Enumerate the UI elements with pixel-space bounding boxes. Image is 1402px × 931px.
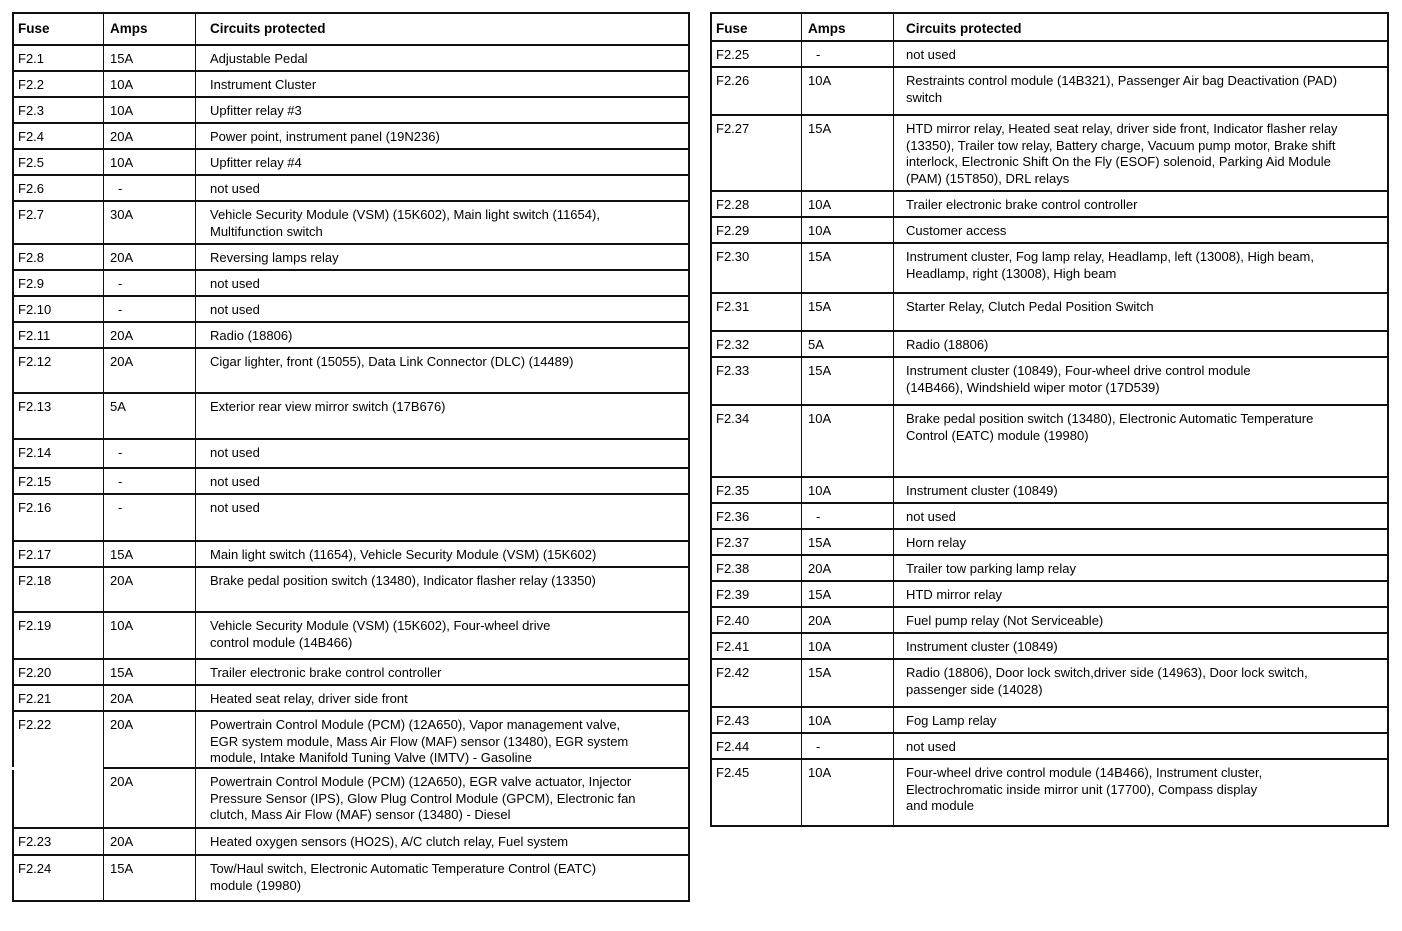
amps-cell: 20A — [104, 245, 196, 269]
fuse-cell: F2.45 — [710, 760, 802, 825]
fuse-cell: F2.30 — [710, 244, 802, 292]
circuit-cell: Trailer electronic brake control controller — [906, 197, 1138, 212]
amps-cell: 15A — [802, 294, 894, 330]
fuse-cell: F2.16 — [12, 495, 104, 540]
fuse-cell: F2.23 — [12, 829, 104, 854]
amps-cell: 10A — [104, 150, 196, 174]
table-row — [710, 332, 1389, 358]
circuit-cell: not used — [210, 445, 260, 460]
fuse-cell: F2.33 — [710, 358, 802, 404]
fuse-cell: F2.21 — [12, 686, 104, 710]
table-row — [710, 478, 1389, 504]
circuit-cell: Cigar lighter, front (15055), Data Link Connector (DLC) (14489) — [210, 354, 574, 369]
table-header-row — [12, 12, 690, 46]
amps-cell: 15A — [104, 856, 196, 900]
amps-cell: 10A — [802, 68, 894, 114]
table-row — [12, 46, 690, 72]
circuit-cell: Powertrain Control Module (PCM) (12A650), EGR valve actuator, Injector Pressure Sensor (IPS), Glow Plug Control Module (GPCM), Electronic fan clutch, Mass Air Flow (MAF) sensor (13480) - Diesel — [210, 774, 636, 822]
circuit-cell: Brake pedal position switch (13480), Indicator flasher relay (13350) — [210, 573, 596, 588]
amps-cell: 20A — [104, 568, 196, 611]
table-row — [12, 660, 690, 686]
table-row — [12, 686, 690, 712]
table-row — [12, 829, 690, 856]
circuit-cell: Instrument cluster, Fog lamp relay, Headlamp, left (13008), High beam, Headlamp, right (13008), High beam — [906, 249, 1315, 281]
fuse-table-right — [710, 12, 1389, 860]
amps-cell: - — [104, 271, 196, 295]
amps-cell: 20A — [104, 686, 196, 710]
amps-cell: 10A — [104, 72, 196, 96]
table-row — [710, 244, 1389, 294]
fuse-cell: F2.42 — [710, 660, 802, 706]
circuit-cell: Instrument Cluster — [210, 77, 317, 92]
table-row — [12, 856, 690, 902]
circuit-cell: Four-wheel drive control module (14B466), Instrument cluster, Electrochromatic inside mirror unit (17700), Compass display and module — [906, 765, 1263, 813]
amps-cell: - — [802, 42, 894, 66]
amps-cell: - — [104, 495, 196, 540]
amps-cell: 10A — [802, 478, 894, 502]
fuse-cell: F2.13 — [12, 394, 104, 438]
circuit-cell: Instrument cluster (10849) — [906, 483, 1058, 498]
table-row — [12, 568, 690, 613]
fuse-cell: F2.37 — [710, 530, 802, 554]
amps-cell: 10A — [802, 708, 894, 732]
circuit-cell: HTD mirror relay — [906, 587, 1003, 602]
amps-cell: 10A — [802, 634, 894, 658]
amps-cell: - — [104, 440, 196, 467]
table-row — [12, 469, 690, 495]
table-row — [710, 192, 1389, 218]
table-row — [12, 202, 690, 245]
amps-cell: 5A — [802, 332, 894, 356]
circuit-cell: HTD mirror relay, Heated seat relay, driver side front, Indicator flasher relay (13350), Trailer tow relay, Battery charge, Vacuum pump motor, Brake shift interlock, Electronic Shift On the Fly (ESOF) solenoid, Parking Aid Module (PAM) (15T850), DRL relays — [906, 121, 1338, 186]
amps-cell: 20A — [802, 556, 894, 580]
amps-cell: 20A — [802, 608, 894, 632]
fuse-cell: F2.2 — [12, 72, 104, 96]
table-row — [12, 542, 690, 568]
circuit-cell: Starter Relay, Clutch Pedal Position Switch — [906, 299, 1154, 314]
fuse-cell: F2.41 — [710, 634, 802, 658]
table-row — [710, 734, 1389, 760]
amps-cell: 15A — [104, 542, 196, 566]
amps-cell: 10A — [802, 760, 894, 825]
merged-fuse-cell-joint — [12, 767, 103, 770]
fuse-cell: F2.1 — [12, 46, 104, 70]
amps-cell: 20A — [104, 712, 196, 767]
circuit-cell: Powertrain Control Module (PCM) (12A650), Vapor management valve, EGR system module, Mass Air Flow (MAF) sensor (13480), EGR system module, Intake Manifold Tuning Valve (IMTV) - Gasoline — [210, 717, 629, 765]
table-row — [710, 294, 1389, 332]
fuse-table-left — [12, 12, 690, 920]
fuse-cell: F2.14 — [12, 440, 104, 467]
amps-cell: 15A — [802, 530, 894, 554]
circuit-cell: not used — [906, 47, 956, 62]
table-row — [12, 440, 690, 469]
amps-cell: 20A — [104, 124, 196, 148]
fuse-cell — [12, 769, 104, 827]
circuit-cell: Instrument cluster (10849), Four-wheel drive control module (14B466), Windshield wiper motor (17D539) — [906, 363, 1251, 395]
table-row — [710, 68, 1389, 116]
amps-cell: 10A — [104, 98, 196, 122]
table-row — [710, 634, 1389, 660]
fuse-cell: F2.10 — [12, 297, 104, 321]
circuit-cell: Adjustable Pedal — [210, 51, 308, 66]
table-row — [710, 218, 1389, 244]
table-row — [710, 116, 1389, 192]
fuse-cell: F2.28 — [710, 192, 802, 216]
table-row — [12, 349, 690, 394]
fuse-cell: F2.8 — [12, 245, 104, 269]
amps-cell: - — [104, 176, 196, 200]
table-row — [12, 712, 690, 769]
amps-cell: - — [104, 469, 196, 493]
amps-header: Amps — [104, 12, 196, 44]
circuit-cell: Restraints control module (14B321), Passenger Air bag Deactivation (PAD) switch — [906, 73, 1338, 105]
circuit-cell: Trailer electronic brake control controller — [210, 665, 442, 680]
fuse-cell: F2.4 — [12, 124, 104, 148]
table-row — [12, 271, 690, 297]
circuit-cell: Fog Lamp relay — [906, 713, 997, 728]
circuit-cell: Vehicle Security Module (VSM) (15K602), Four-wheel drive control module (14B466) — [210, 618, 551, 650]
circuit-cell: Horn relay — [906, 535, 966, 550]
fuse-cell: F2.35 — [710, 478, 802, 502]
fuse-cell: F2.5 — [12, 150, 104, 174]
circuit-cell: not used — [210, 181, 260, 196]
fuse-cell: F2.15 — [12, 469, 104, 493]
fuse-cell: F2.3 — [12, 98, 104, 122]
table-row — [710, 358, 1389, 406]
table-row — [12, 150, 690, 176]
amps-cell: 20A — [104, 349, 196, 392]
table-row — [710, 504, 1389, 530]
fuse-cell: F2.43 — [710, 708, 802, 732]
fuse-cell: F2.34 — [710, 406, 802, 476]
circuit-cell: Exterior rear view mirror switch (17B676) — [210, 399, 446, 414]
fuse-cell: F2.9 — [12, 271, 104, 295]
amps-cell: 10A — [802, 406, 894, 476]
fuse-cell: F2.18 — [12, 568, 104, 611]
amps-header: Amps — [802, 12, 894, 40]
circuit-cell: Instrument cluster (10849) — [906, 639, 1058, 654]
fuse-cell: F2.32 — [710, 332, 802, 356]
fuse-cell: F2.38 — [710, 556, 802, 580]
circuit-cell: not used — [210, 276, 260, 291]
fuse-cell: F2.40 — [710, 608, 802, 632]
circuit-cell: Heated oxygen sensors (HO2S), A/C clutch relay, Fuel system — [210, 834, 569, 849]
fuse-cell: F2.39 — [710, 582, 802, 606]
fuse-cell: F2.36 — [710, 504, 802, 528]
amps-cell: 20A — [104, 323, 196, 347]
circuit-cell: Tow/Haul switch, Electronic Automatic Temperature Control (EATC) module (19980) — [210, 861, 597, 893]
table-row — [12, 769, 690, 829]
amps-cell: 15A — [802, 244, 894, 292]
amps-cell: 15A — [802, 358, 894, 404]
table-row — [12, 98, 690, 124]
circuits-header: Circuits protected — [906, 21, 1022, 36]
fuse-header: Fuse — [710, 12, 802, 40]
amps-cell: 15A — [104, 46, 196, 70]
amps-cell: 15A — [802, 582, 894, 606]
fuse-cell: F2.22 — [12, 712, 104, 767]
circuits-header: Circuits protected — [210, 21, 326, 36]
circuit-cell: not used — [210, 302, 260, 317]
table-row — [710, 556, 1389, 582]
circuit-cell: not used — [210, 500, 260, 515]
circuit-cell: not used — [906, 509, 956, 524]
table-row — [12, 613, 690, 660]
table-row — [12, 297, 690, 323]
table-row — [710, 582, 1389, 608]
fuse-cell: F2.44 — [710, 734, 802, 758]
amps-cell: 30A — [104, 202, 196, 243]
table-row — [12, 245, 690, 271]
circuit-cell: Power point, instrument panel (19N236) — [210, 129, 440, 144]
table-row — [710, 660, 1389, 708]
amps-cell: 10A — [104, 613, 196, 658]
circuit-cell: Radio (18806) — [906, 337, 989, 352]
circuit-cell: Main light switch (11654), Vehicle Security Module (VSM) (15K602) — [210, 547, 597, 562]
amps-cell: 20A — [104, 829, 196, 854]
circuit-cell: Reversing lamps relay — [210, 250, 339, 265]
fuse-cell: F2.19 — [12, 613, 104, 658]
table-row — [12, 323, 690, 349]
amps-cell: 10A — [802, 192, 894, 216]
circuit-cell: Radio (18806) — [210, 328, 293, 343]
amps-cell: 15A — [104, 660, 196, 684]
table-row — [12, 495, 690, 542]
fuse-cell: F2.11 — [12, 323, 104, 347]
amps-cell: - — [104, 297, 196, 321]
fuse-header: Fuse — [12, 12, 104, 44]
circuit-cell: Trailer tow parking lamp relay — [906, 561, 1077, 576]
fuse-cell: F2.7 — [12, 202, 104, 243]
amps-cell: 15A — [802, 660, 894, 706]
fuse-cell: F2.20 — [12, 660, 104, 684]
fuse-cell: F2.26 — [710, 68, 802, 114]
table-row — [12, 394, 690, 440]
circuit-cell: Radio (18806), Door lock switch,driver side (14963), Door lock switch, passenger side (14028) — [906, 665, 1308, 697]
table-row — [710, 42, 1389, 68]
fuse-cell: F2.17 — [12, 542, 104, 566]
amps-cell: 15A — [802, 116, 894, 190]
circuit-cell: Fuel pump relay (Not Serviceable) — [906, 613, 1104, 628]
circuit-cell: Brake pedal position switch (13480), Electronic Automatic Temperature Control (EATC) module (19980) — [906, 411, 1314, 443]
fuse-cell: F2.31 — [710, 294, 802, 330]
fuse-cell: F2.24 — [12, 856, 104, 900]
fuse-cell: F2.27 — [710, 116, 802, 190]
table-row — [710, 530, 1389, 556]
table-row — [710, 608, 1389, 634]
fuse-cell: F2.6 — [12, 176, 104, 200]
table-row — [12, 72, 690, 98]
fuse-cell: F2.29 — [710, 218, 802, 242]
circuit-cell: not used — [210, 474, 260, 489]
fuse-cell: F2.12 — [12, 349, 104, 392]
circuit-cell: Vehicle Security Module (VSM) (15K602), Main light switch (11654), Multifunction switch — [210, 207, 600, 239]
table-row — [12, 124, 690, 150]
amps-cell: 20A — [104, 769, 196, 827]
amps-cell: 10A — [802, 218, 894, 242]
circuit-cell: not used — [906, 739, 956, 754]
circuit-cell: Customer access — [906, 223, 1007, 238]
table-header-row — [710, 12, 1389, 42]
amps-cell: - — [802, 734, 894, 758]
table-row — [12, 176, 690, 202]
table-row — [710, 708, 1389, 734]
amps-cell: 5A — [104, 394, 196, 438]
circuit-cell: Upfitter relay #4 — [210, 155, 302, 170]
circuit-cell: Heated seat relay, driver side front — [210, 691, 408, 706]
fuse-cell: F2.25 — [710, 42, 802, 66]
table-row — [710, 406, 1389, 478]
circuit-cell: Upfitter relay #3 — [210, 103, 302, 118]
amps-cell: - — [802, 504, 894, 528]
table-row — [710, 760, 1389, 827]
